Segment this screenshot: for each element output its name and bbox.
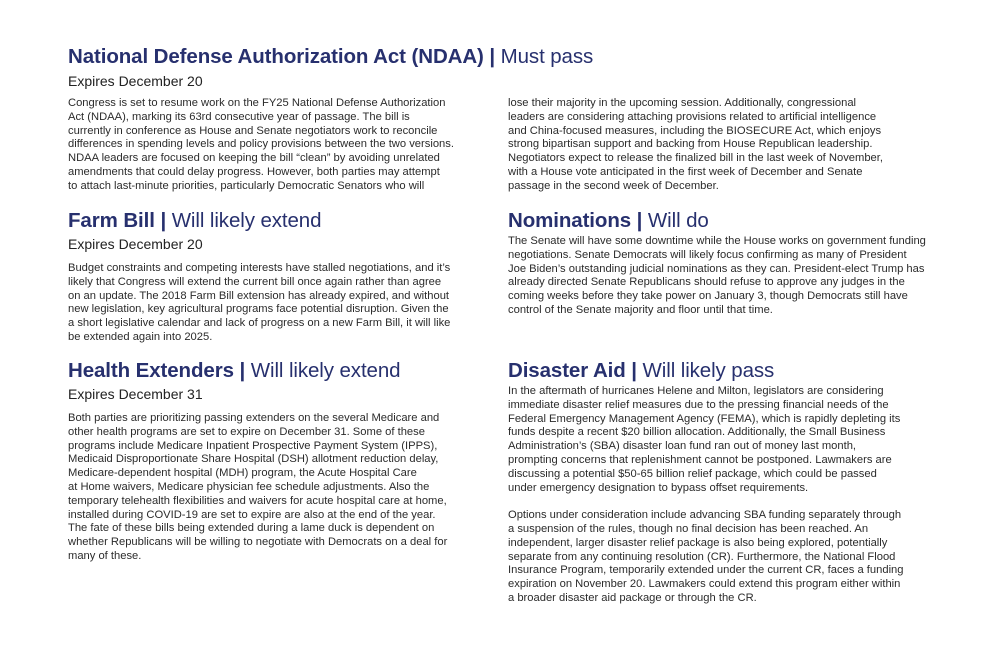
disaster-aid-line: prompting concerns that replenishment cannot be postponed. Lawmakers are xyxy=(508,453,892,466)
nominations-status: Will do xyxy=(647,209,709,232)
farm-bill-title: Farm Bill xyxy=(68,209,155,232)
disaster-aid-line: Federal Emergency Management Agency (FEMA), which is rapidly depleting its xyxy=(508,412,901,425)
ndaa-body-col1 xyxy=(68,97,478,194)
disaster-aid-line: a broader disaster aid package or through the CR. xyxy=(508,591,757,604)
ndaa-line: lose their majority in the upcoming session. Additionally, congressional xyxy=(508,97,857,109)
health-extenders-title: Health Extenders xyxy=(68,359,234,382)
farm-bill-line: likely that Congress will extend the current bill once again rather than agree xyxy=(68,275,442,288)
nominations-heading xyxy=(508,208,948,234)
health-extenders-expires: Expires December 31 xyxy=(68,386,203,402)
ndaa-line: Congress is set to resume work on the FY25 National Defense Authorization xyxy=(68,97,446,109)
ndaa-line: amendments that could delay progress. However, both parties may attempt xyxy=(68,165,440,178)
farm-bill-status: Will likely extend xyxy=(171,209,322,232)
disaster-aid-line: discussing a potential $50-65 billion relief package, which could be passed xyxy=(508,467,877,480)
ndaa-line: Act (NDAA), marking its 63rd consecutive year of passage. The bill is xyxy=(68,110,410,123)
ndaa-line: to attach last-minute priorities, particularly Democratic Senators who will xyxy=(68,179,425,192)
health-extenders-line: at Home waivers, Medicare physician fee schedule adjustments. Also the xyxy=(68,480,430,493)
nominations-body xyxy=(508,235,948,318)
farm-bill-line: on an update. The 2018 Farm Bill extension has already expired, and without xyxy=(68,289,450,302)
ndaa-expires: Expires December 20 xyxy=(68,73,203,89)
health-extenders-line: many of these. xyxy=(68,549,142,562)
ndaa-line: strong bipartisan support and backing from House Republican leadership. xyxy=(508,138,873,151)
disaster-aid-heading xyxy=(508,358,948,384)
farm-bill-body xyxy=(68,262,478,345)
disaster-aid-line: independent, larger disaster relief package is also being explored, potentially xyxy=(508,536,888,549)
health-extenders-line: Medicare-dependent hospital (MDH) program, the Acute Hospital Care xyxy=(68,467,417,480)
ndaa-line: currently in conference as House and Senate negotiators work to reconcile xyxy=(68,124,438,137)
disaster-aid-title: Disaster Aid xyxy=(508,359,626,382)
nominations-line: control of the Senate majority and floor until that time. xyxy=(508,303,773,316)
ndaa-title: National Defense Authorization Act (NDAA) xyxy=(68,45,484,68)
disaster-aid-separator: | xyxy=(631,359,637,382)
disaster-aid-line: Insurance Program, temporarily extended under the current CR, faces a funding xyxy=(508,564,904,577)
health-extenders-status: Will likely extend xyxy=(250,359,401,382)
disaster-aid-line: expiration on November 20. Lawmakers could extend this program either within xyxy=(508,578,901,591)
farm-bill-separator: | xyxy=(160,209,167,232)
ndaa-line: and China-focused measures, including the BIOSECURE Act, which enjoys xyxy=(508,124,882,137)
health-extenders-body xyxy=(68,412,478,564)
ndaa-line: leaders are considering attaching provisions related to artificial intelligence xyxy=(508,110,877,123)
farm-bill-heading xyxy=(68,208,488,234)
farm-bill-line: new legislation, key agricultural programs face potential disruption. Given the xyxy=(68,303,449,316)
disaster-aid-body xyxy=(508,385,948,606)
farm-bill-expires: Expires December 20 xyxy=(68,236,203,252)
disaster-aid-line: under emergency designation to bypass offset requirements. xyxy=(508,481,809,494)
ndaa-line: with a House vote anticipated in the first week of December and Senate xyxy=(508,165,863,178)
nominations-line: The Senate will have some downtime while the House works on government funding xyxy=(508,235,926,247)
health-extenders-line: other health programs are set to expire on December 31. Some of these xyxy=(68,425,425,438)
paragraph-gap xyxy=(508,495,948,509)
ndaa-section xyxy=(68,44,968,90)
ndaa-line: differences in spending levels and policy provisions between the two versions. xyxy=(68,138,454,151)
disaster-aid-status: Will likely pass xyxy=(642,359,775,382)
farm-bill-line: Budget constraints and competing interests have stalled negotiations, and it’s xyxy=(68,262,451,274)
nominations-line: Joe Biden’s outstanding judicial nominations as they can. President-elect Trump has xyxy=(508,262,925,275)
ndaa-heading xyxy=(68,44,968,70)
ndaa-line: Negotiators expect to release the finalized bill in the last week of November, xyxy=(508,152,883,165)
disaster-aid-line: separate from any continuing resolution (CR). Furthermore, the National Flood xyxy=(508,550,896,563)
disaster-aid-line: a suspension of the rules, though no final decision has been reached. An xyxy=(508,522,869,535)
nominations-line: already directed Senate Republicans should refuse to approve any judges in the xyxy=(508,276,905,289)
nominations-section xyxy=(508,208,948,234)
health-extenders-separator: | xyxy=(239,359,246,382)
ndaa-line: NDAA leaders are focused on keeping the bill “clean” by avoiding unrelated xyxy=(68,152,440,165)
disaster-aid-line: funds despite a recent $20 billion allocation. Additionally, the Small Business xyxy=(508,426,886,439)
disaster-aid-line: Administration’s (SBA) disaster loan fund ran out of money last month, xyxy=(508,440,857,453)
ndaa-line: passage in the second week of December. xyxy=(508,179,719,192)
nominations-line: coming weeks before they take power on January 3, though Democrats still have xyxy=(508,290,908,303)
health-extenders-line: The fate of these bills being extended during a lame duck is dependent on xyxy=(68,522,435,535)
health-extenders-line: temporary telehealth flexibilities and waivers for acute hospital care at home, xyxy=(68,494,447,507)
nominations-separator: | xyxy=(636,209,643,232)
ndaa-status: Must pass xyxy=(500,45,594,68)
farm-bill-line: be extended again into 2025. xyxy=(68,330,213,343)
health-extenders-line: Both parties are prioritizing passing extenders on the several Medicare and xyxy=(68,412,440,424)
farm-bill-line: a short legislative calendar and lack of progress on a new Farm Bill, it will like xyxy=(68,317,451,330)
disaster-aid-section xyxy=(508,358,948,384)
disaster-aid-line: Options under consideration include advancing SBA funding separately through xyxy=(508,509,902,522)
health-extenders-heading xyxy=(68,358,488,384)
disaster-aid-line: immediate disaster relief measures due to the pressing financial needs of the xyxy=(508,398,889,411)
ndaa-separator: | xyxy=(489,45,496,68)
disaster-aid-line: In the aftermath of hurricanes Helene and Milton, legislators are considering xyxy=(508,385,884,397)
nominations-title: Nominations xyxy=(508,209,632,232)
ndaa-body-col2 xyxy=(508,97,948,194)
health-extenders-line: programs include Medicare Inpatient Prospective Payment System (IPPS), xyxy=(68,439,438,452)
nominations-line: negotiations. Senate Democrats will likely focus confirming as many of President xyxy=(508,248,907,261)
farm-bill-section xyxy=(68,208,488,253)
health-extenders-line: installed during COVID-19 are set to expire are also at the end of the year. xyxy=(68,508,436,521)
health-extenders-section xyxy=(68,358,488,403)
health-extenders-line: whether Republicans will be willing to negotiate with Democrats on a deal for xyxy=(68,536,448,549)
health-extenders-line: Medicaid Disproportionate Share Hospital (DSH) allotment reduction delay, xyxy=(68,453,439,466)
